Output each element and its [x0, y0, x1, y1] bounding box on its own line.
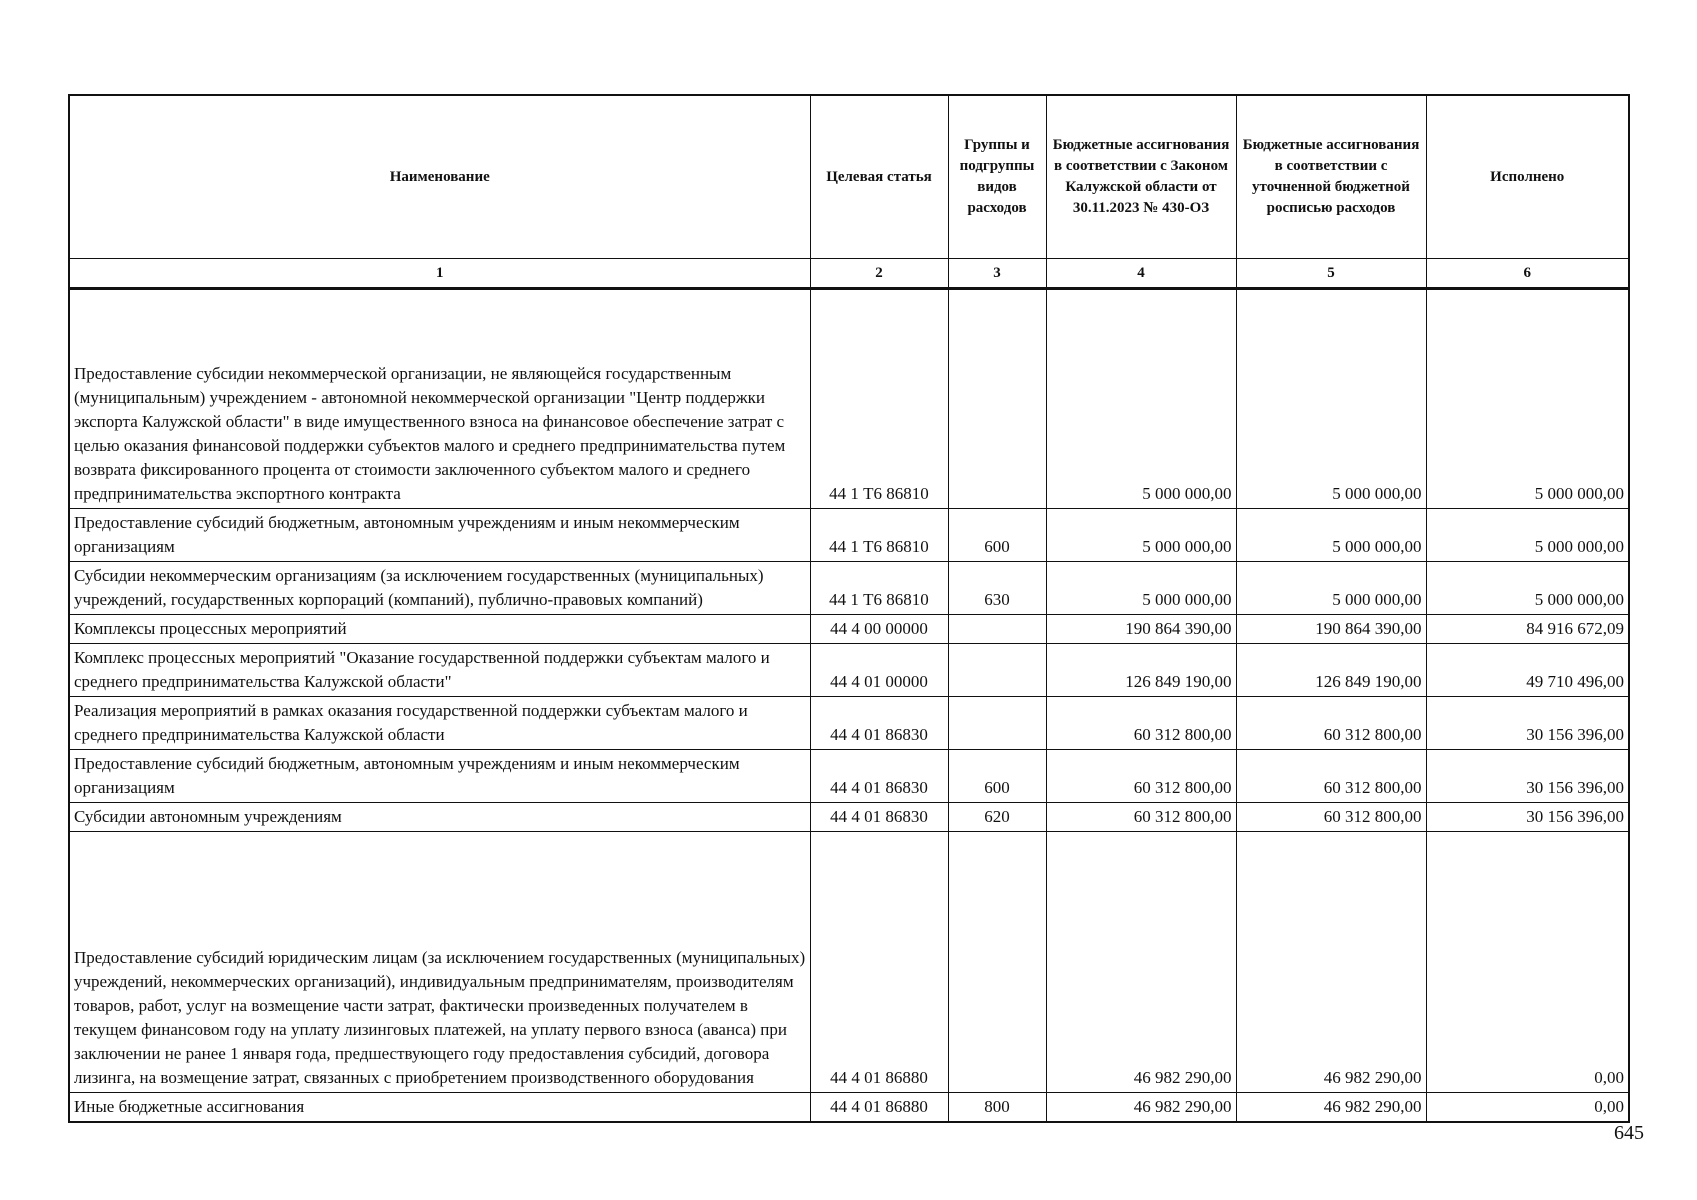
- row-name: Предоставление субсидий бюджетным, автономным учреждениям и иным некоммерческим организациям: [69, 509, 810, 562]
- row-law-amount: 60 312 800,00: [1046, 803, 1236, 832]
- column-number: 1: [69, 259, 810, 289]
- row-revised-amount: 60 312 800,00: [1236, 750, 1426, 803]
- row-target-code: 44 4 01 86880: [810, 1093, 948, 1123]
- table-row: [69, 750, 1629, 803]
- row-group: [948, 289, 1046, 509]
- row-executed-amount: 84 916 672,09: [1426, 615, 1629, 644]
- row-executed-amount: 30 156 396,00: [1426, 697, 1629, 750]
- row-target-code: 44 1 Т6 86810: [810, 289, 948, 509]
- table-row: [69, 644, 1629, 697]
- row-revised-amount: 60 312 800,00: [1236, 803, 1426, 832]
- row-group: [948, 697, 1046, 750]
- row-revised-amount: 190 864 390,00: [1236, 615, 1426, 644]
- column-number: 6: [1426, 259, 1629, 289]
- row-executed-amount: 5 000 000,00: [1426, 509, 1629, 562]
- header-target: Целевая статья: [810, 95, 948, 259]
- row-target-code: 44 4 01 86830: [810, 803, 948, 832]
- table-row: [69, 803, 1629, 832]
- row-name: Иные бюджетные ассигнования: [69, 1093, 810, 1123]
- row-group: 600: [948, 750, 1046, 803]
- row-group: [948, 615, 1046, 644]
- row-law-amount: 190 864 390,00: [1046, 615, 1236, 644]
- row-law-amount: 5 000 000,00: [1046, 509, 1236, 562]
- header-revised: Бюджетные ассигнования в соответствии с уточненной бюджетной росписью расходов: [1236, 95, 1426, 259]
- header-name: Наименование: [69, 95, 810, 259]
- row-name: Комплекс процессных мероприятий "Оказание государственной поддержки субъектам малого и среднего предпринимательства Калужской области": [69, 644, 810, 697]
- row-revised-amount: 5 000 000,00: [1236, 562, 1426, 615]
- row-law-amount: 46 982 290,00: [1046, 832, 1236, 1093]
- row-group: [948, 644, 1046, 697]
- row-name: Предоставление субсидий бюджетным, автономным учреждениям и иным некоммерческим организациям: [69, 750, 810, 803]
- table-row: [69, 1093, 1629, 1123]
- row-name: Реализация мероприятий в рамках оказания государственной поддержки субъектам малого и среднего предпринимательства Калужской области: [69, 697, 810, 750]
- page-number: 645: [1614, 1122, 1644, 1144]
- header-executed: Исполнено: [1426, 95, 1629, 259]
- column-number: 4: [1046, 259, 1236, 289]
- table-row: [69, 697, 1629, 750]
- row-group: 600: [948, 509, 1046, 562]
- row-executed-amount: 30 156 396,00: [1426, 803, 1629, 832]
- row-target-code: 44 4 01 86830: [810, 697, 948, 750]
- row-revised-amount: 126 849 190,00: [1236, 644, 1426, 697]
- row-executed-amount: 30 156 396,00: [1426, 750, 1629, 803]
- column-number: 5: [1236, 259, 1426, 289]
- column-number: 2: [810, 259, 948, 289]
- table-row: [69, 832, 1629, 1093]
- row-target-code: 44 4 01 86880: [810, 832, 948, 1093]
- row-executed-amount: 5 000 000,00: [1426, 562, 1629, 615]
- row-group: 630: [948, 562, 1046, 615]
- column-number: 3: [948, 259, 1046, 289]
- row-group: 800: [948, 1093, 1046, 1123]
- table-row: [69, 509, 1629, 562]
- table-row: [69, 615, 1629, 644]
- row-target-code: 44 4 01 00000: [810, 644, 948, 697]
- row-target-code: 44 1 Т6 86810: [810, 509, 948, 562]
- header-law: Бюджетные ассигнования в соответствии с Законом Калужской области от 30.11.2023 № 430-ОЗ: [1046, 95, 1236, 259]
- row-law-amount: 5 000 000,00: [1046, 289, 1236, 509]
- row-name: Субсидии автономным учреждениям: [69, 803, 810, 832]
- row-executed-amount: 0,00: [1426, 1093, 1629, 1123]
- row-name: Субсидии некоммерческим организациям (за исключением государственных (муниципальных) учреждений, государственных корпораций (компаний), публично-правовых компаний): [69, 562, 810, 615]
- row-law-amount: 60 312 800,00: [1046, 750, 1236, 803]
- row-law-amount: 46 982 290,00: [1046, 1093, 1236, 1123]
- row-target-code: 44 1 Т6 86810: [810, 562, 948, 615]
- row-group: 620: [948, 803, 1046, 832]
- column-number-row: [69, 259, 1629, 289]
- table-row: [69, 289, 1629, 509]
- row-group: [948, 832, 1046, 1093]
- row-executed-amount: 0,00: [1426, 832, 1629, 1093]
- row-target-code: 44 4 01 86830: [810, 750, 948, 803]
- row-name: Предоставление субсидии некоммерческой организации, не являющейся государственным (муниципальным) учреждением - автономной некоммерческой организации "Центр поддержки экспорта Калужской области" в виде имущественного взноса на финансовое обеспечение затрат с целью оказания финансовой поддержки субъектов малого и среднего предпринимательства путем возврата фиксированного процента от стоимости заключенного субъектом малого и среднего предпринимательства экспортного контракта: [69, 289, 810, 509]
- table-row: [69, 562, 1629, 615]
- row-target-code: 44 4 00 00000: [810, 615, 948, 644]
- header-row: [69, 95, 1629, 259]
- row-name: Комплексы процессных мероприятий: [69, 615, 810, 644]
- budget-table: [68, 94, 1630, 1123]
- row-law-amount: 60 312 800,00: [1046, 697, 1236, 750]
- row-revised-amount: 46 982 290,00: [1236, 1093, 1426, 1123]
- row-revised-amount: 46 982 290,00: [1236, 832, 1426, 1093]
- header-groups: Группы и подгруппы видов расходов: [948, 95, 1046, 259]
- row-law-amount: 5 000 000,00: [1046, 562, 1236, 615]
- row-law-amount: 126 849 190,00: [1046, 644, 1236, 697]
- row-name: Предоставление субсидий юридическим лицам (за исключением государственных (муниципальных) учреждений, некоммерческих организаций), индивидуальным предпринимателям, производителям товаров, работ, услуг на возмещение части затрат, фактически произведенных получателем в текущем финансовом году на уплату лизинговых платежей, на уплату первого взноса (аванса) при заключении не ранее 1 января года, предшествующего году предоставления субсидий, договора лизинга, на возмещение затрат, связанных с приобретением производственного оборудования: [69, 832, 810, 1093]
- row-executed-amount: 49 710 496,00: [1426, 644, 1629, 697]
- row-revised-amount: 5 000 000,00: [1236, 289, 1426, 509]
- row-revised-amount: 60 312 800,00: [1236, 697, 1426, 750]
- row-revised-amount: 5 000 000,00: [1236, 509, 1426, 562]
- row-executed-amount: 5 000 000,00: [1426, 289, 1629, 509]
